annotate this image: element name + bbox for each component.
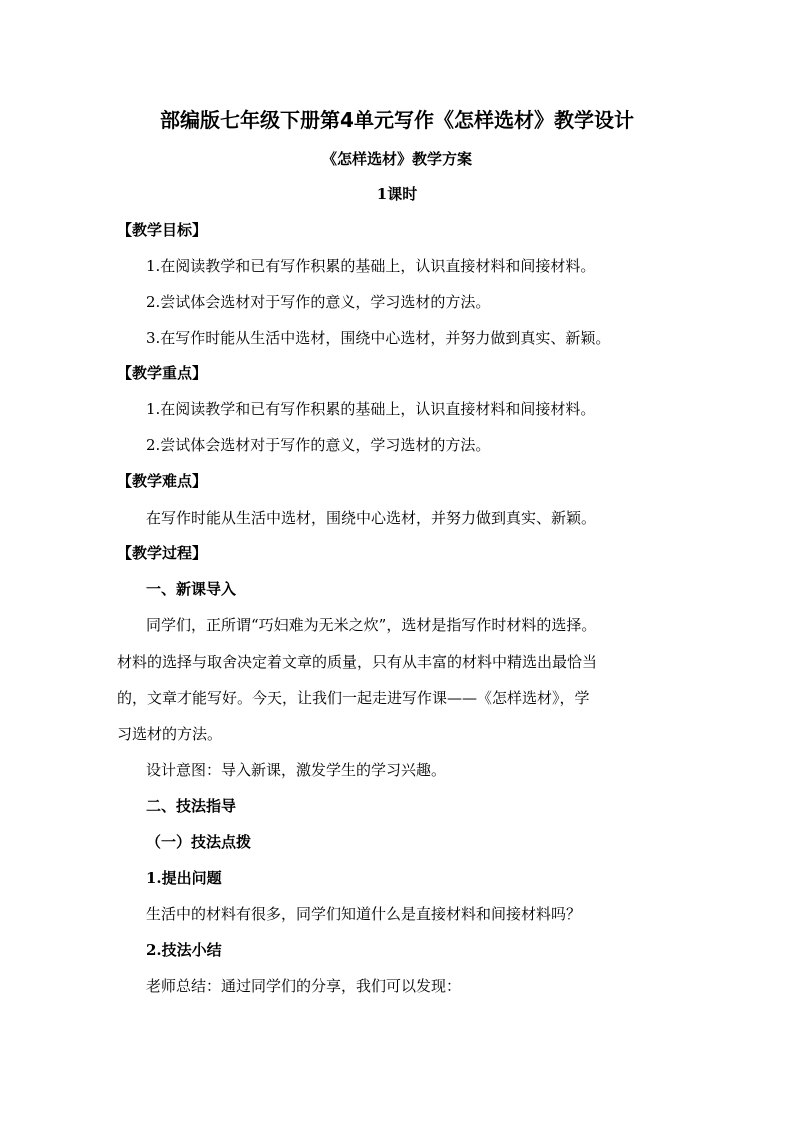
section1-title: 一、新课导入 [146, 580, 237, 598]
design-intent: 设计意图：导入新课，激发学生的学习兴趣。 [146, 761, 447, 779]
key-point-item: 2.尝试体会选材对于写作的意义，学习选材的方法。 [146, 436, 491, 454]
section1-line: 的，文章才能写好。今天，让我们一起走进写作课——《怎样选材》，学 [117, 689, 590, 707]
objective-item: 2.尝试体会选材对于写作的意义，学习选材的方法。 [146, 293, 491, 311]
section1-line: 材料的选择与取舍决定着文章的质量，只有从丰富的材料中精选出最恰当 [117, 653, 598, 671]
section1-line: 习选材的方法。 [117, 725, 223, 743]
point2-title: 2.技法小结 [146, 941, 222, 959]
document-subtitle: 《怎样选材》教学方案 [321, 150, 472, 168]
section1-line: 同学们，正所谓“巧妇难为无米之炊”，选材是指写作时材料的选择。 [146, 616, 597, 634]
key-points-heading: 【教学重点】 [117, 364, 208, 382]
objective-item: 3.在写作时能从生活中选材，围绕中心选材，并努力做到真实、新颖。 [146, 329, 611, 347]
difficulties-heading: 【教学难点】 [117, 472, 208, 490]
point1-text: 生活中的材料有很多，同学们知道什么是直接材料和间接材料吗？ [146, 905, 582, 923]
point1-title: 1.提出问题 [146, 869, 222, 887]
lesson-count: 1课时 [376, 185, 418, 203]
process-heading: 【教学过程】 [117, 544, 208, 562]
key-point-item: 1.在阅读教学和已有写作积累的基础上，认识直接材料和间接材料。 [146, 400, 596, 418]
subsection1-title: （一）技法点拨 [146, 833, 252, 851]
difficulties-text: 在写作时能从生活中选材，围绕中心选材，并努力做到真实、新颖。 [146, 509, 597, 527]
document-title: 部编版七年级下册第4单元写作《怎样选材》教学设计 [160, 108, 634, 132]
point2-text: 老师总结：通过同学们的分享，我们可以发现： [146, 977, 462, 995]
objective-item: 1.在阅读教学和已有写作积累的基础上，认识直接材料和间接材料。 [146, 257, 596, 275]
objectives-heading: 【教学目标】 [117, 221, 208, 239]
section2-title: 二、技法指导 [146, 797, 237, 815]
